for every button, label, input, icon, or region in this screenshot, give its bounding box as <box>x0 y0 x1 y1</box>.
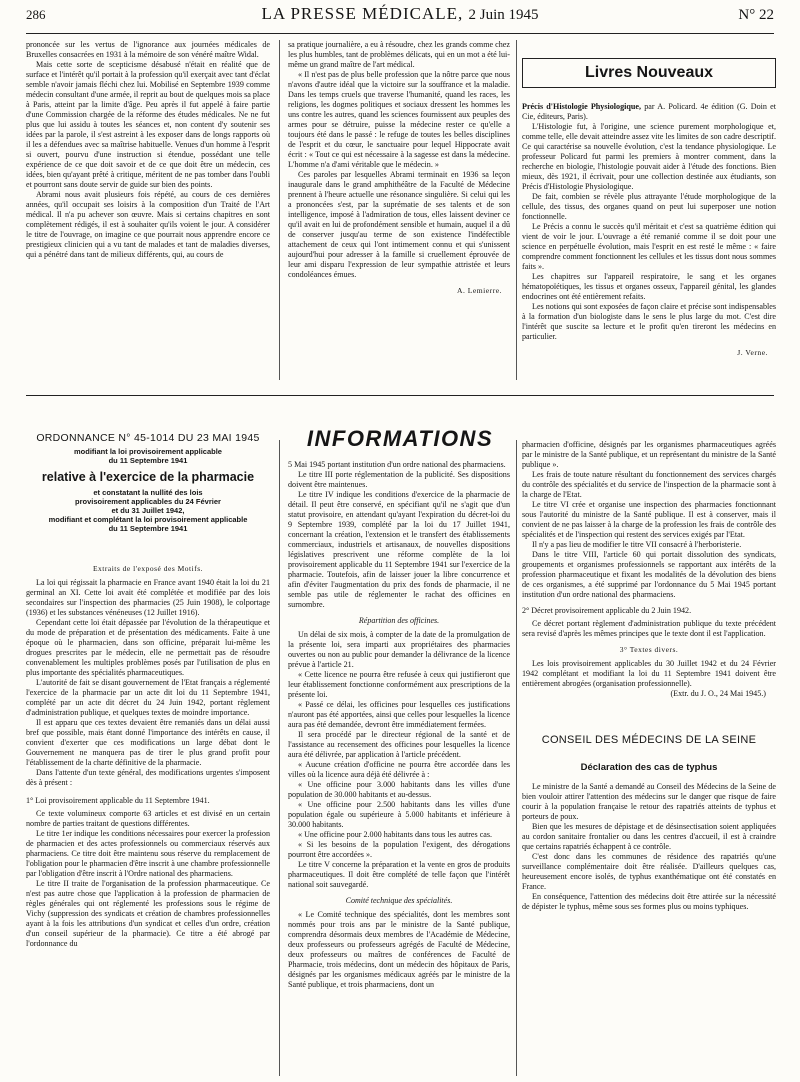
livres-heading-box <box>522 58 776 88</box>
paragraph: 5 Mai 1945 portant institution d'un ordre national des pharmaciens. <box>288 460 506 469</box>
paragraph: Le ministre de la Santé a demandé au Conseil des Médecins de la Seine de bien vouloir attirer l'attention des médecins sur le danger que risque de faire courir à la population française le retour des rapatriés atteints de typhus et porteurs de poux. <box>522 782 776 821</box>
ordonnance-title-block <box>26 432 270 533</box>
paragraph: Le titre IV indique les conditions d'exercice de la pharmacie de détail. Il peut être conservé, en spécifiant qu'il ne s'agit que d'un statut provisoire, en attendant qu'ayant l'expiration du décret-loi du 9 Septembre 1939, complété par la loi du 17 Juillet 1941, concernant la création, l'extension et le transfert des établissements commerciaux, industriels et artisanaux, de nouvelles dispositions législatives prescrivent une réforme complète de la loi provisoirement applicable du 11 Septembre 1941 sur l'exercice de la pharmacie. Toutefois, afin de laisser jouer la libre concurrence et afin d'éviter l'augmentation du prix des fonds de pharmacie, il ne semble pas utile de réglementer le rachat des officines en surnombre. <box>288 490 510 609</box>
paragraph: sa pratique journalière, a eu à résoudre, chez les grands comme chez les plus humbles, tant de problèmes délicats, qui en un mot a été lui-même un grand maître de l'art médical. <box>288 40 510 69</box>
source-reference: (Extr. du J. O., 24 Mai 1945.) <box>670 689 766 698</box>
column-divider <box>516 440 517 1076</box>
paragraph: L'autorité de fait se disant gouvernement de l'Etat français a réglementé l'exercice de la pharmacie par un acte dit loi du 11 Septembre 1941, complété par un acte dit décret du 24 Juin 1942, portant règlement d'administration publique, et quelques textes de moindre importance. <box>26 678 270 717</box>
subsection-heading: Comité technique des spécialités. <box>345 896 453 905</box>
paragraph: Le titre III porte réglementation de la publicité. Ses dispositions doivent être maintenues. <box>288 470 510 489</box>
paragraph: « Si les besoins de la population l'exigent, des dérogations pourront être accordées ». <box>288 840 510 859</box>
book-author: par A. Policard. <box>644 102 698 111</box>
ordonnance-line: provisoirement applicables du 24 Février <box>75 497 221 506</box>
column-1-top <box>26 40 270 380</box>
paragraph: Ce décret portant règlement d'administration publique du texte précédent sera revisé d'après les mêmes principes que le texte dont il est l'application. <box>522 619 776 638</box>
expose-heading: Extraits de l'exposé des Motifs. <box>92 564 204 573</box>
conseil-column <box>522 782 776 1076</box>
typhus-heading: Déclaration des cas de typhus <box>580 762 718 773</box>
paragraph: « Cette licence ne pourra être refusée à ceux qui justifieront que leur établissement fonctionne conformément aux prescriptions de la présente loi. <box>288 670 510 699</box>
column-1-bottom <box>26 560 270 1076</box>
paragraph: Ce texte volumineux comporte 63 articles et est divisé en un certain nombre de parties traitant de questions différentes. <box>26 809 270 828</box>
column-divider <box>279 40 280 380</box>
ordonnance-line: et constatant la nullité des lois <box>93 488 203 497</box>
paragraph: Les chapitres sur l'appareil respiratoire, le sang et les organes hématopoïétiques, les tissus et organes osseux, l'appareil génital, les glandes endocrines ont été entièrement refaits. <box>522 272 776 301</box>
paragraph: Mais cette sorte de scepticisme désabusé n'était en réalité que de surface et l'intérêt qu'il portait à la profession qu'il exerçait avec tant d'éclat semble n'avoir jamais fléchi chez lui. Mobilisé en Septembre 1939 comme médecin consultant d'une armée, il reprit au bout de quelques mois sa place à Paris, atteint par la limite d'âge. Peu après il fut appelé à faire partie d'une Commission chargée de la réforme des études médicales. Ne ne fut plus que lui assidu à toutes les séances et, non content d'y soutenir ses idées par la parole, il s'est astreint à les exposer dans de longs rapports où il les a défendues avec sa maîtrise habituelle. Venues d'un homme à l'esprit si ouvert, pourvu d'une instruction si étendue, possédant une telle expérience de ce que doit savoir et de ce que doit être un médecin, ces idées, bien qu'ayant prêté à critique, méritent de ne pas tomber dans l'oubli et pourront sans doute servir de guide sur bien des points. <box>26 60 270 189</box>
ordonnance-line: et du 31 Juillet 1942, <box>111 506 185 515</box>
signature: J. Verne. <box>737 348 768 357</box>
paragraph: pharmacien d'officine, désignés par les organismes pharmaceutiques agréés par le ministre de la Santé publique, et un représentant du ministre de la Santé publique ». <box>522 440 776 469</box>
paragraph: En conséquence, l'attention des médecins doit être attirée sur la nécessité de dépister le typhus, même sous ses formes plus ou moins typhiques. <box>522 892 776 911</box>
ordonnance-line: du 11 Septembre 1941 <box>108 456 188 465</box>
paragraph: Les frais de toute nature résultant du fonctionnement des services chargés du contrôle des spécialités et du service de l'inspection de la pharmacie sont à la charge de l'Etat. <box>522 470 776 499</box>
paragraph: Le titre VI crée et organise une inspection des pharmacies fonctionnant sous l'autorité du ministre de la Santé publique. Il est à conserver, mais il convient de ne pas laisser à la charge de la profession les frais de contrôle des spécialités et de l'inspection qui restent des services exigés par l'Etat. <box>522 500 776 539</box>
paragraph: Les lois provisoirement applicables du 30 Juillet 1942 et du 24 Février 1942 complétant et modifiant la loi du 11 Septembre 1941 doivent être entièrement abrogées (organisation professionnelle). <box>522 659 776 688</box>
paragraph: Abrami nous avait plusieurs fois répété, au cours de ces dernières années, qu'il occupait ses loisirs à la composition d'un Traité de l'Art médical. Il n'a pu achever son œuvre. Mais si certains chapitres en sont complètement rédigés, il est à souhaiter qu'ils voient le jour. A considérer le titre de l'ouvrage, on imagine ce que pourrait nous apprendre encore ce prestigieux clinicien qui a vu tant de malades et tant de maladies diverses, qui a pénétré dans tant de milieux différents, qui, au cours de <box>26 190 270 259</box>
paragraph: Un délai de six mois, à compter de la date de la promulgation de la présente loi, sera imparti aux propriétaires des pharmacies ouvertes ou non au public pour demander la délivrance de la licence prévue à l'article 21. <box>288 630 510 669</box>
issue-date: 2 Juin 1945 <box>468 7 539 23</box>
paragraph: Dans l'attente d'un texte général, des modifications urgentes s'imposent dès à présent : <box>26 768 270 787</box>
section-rule <box>26 395 774 396</box>
paragraph: « Le Comité technique des spécialités, dont les membres sont nommés pour trois ans par le ministre de la Santé publique, comprendra désormais deux membres de l'Académie de Médecine, deux professeurs ou professeurs agrégés de Faculté de Médecine, deux professeurs ou maîtres de conférences de Faculté de Pharmacie, trois médecins, dont un médecin des hôpitaux de Paris, désignés par les organismes médicaux agréés par le ministre de la Santé publique, et trois pharmaciens, dont un <box>288 910 510 989</box>
paragraph: Le Précis a connu le succès qu'il méritait et c'est sa quatrième édition qui vient de voir le jour. L'ouvrage a été remanié comme il se doit pour une science en perpétuelle évolution, mais l'esprit en est resté le même : « faire comprendre comment fonctionnent les cellules et les tissus dont nous sommes faits ». <box>522 222 776 271</box>
book-title: Précis d'Histologie Physiologique, <box>522 102 642 111</box>
subsection-heading: Répartition des officines. <box>358 616 440 625</box>
paragraph: C'est donc dans les communes de résidence des rapatriés qu'une surveillance complémentaire doit être réalisée. D'ailleurs quelques cas, heureusement encore isolés, de typhus exanthématique ont été constatés en France. <box>522 852 776 891</box>
paragraph: « Il n'est pas de plus belle profession que la nôtre parce que nous n'avons d'autre idéal que la victoire sur la souffrance et la maladie. Dans les temps cruels que traverse l'humanité, quand les races, les religions, les dogmes politiques et sociaux dressent les hommes les uns contre les autres, quand les sciences fournissent aux peuples des armes pour se détruire, puisse la médecine rester ce qu'elle a toujours été dans le passé : le refuge de toutes les belles disciplines de l'esprit et du cœur, le sanctuaire pour lequel Hippocrate avait écrit : « Tout ce qui est nécessaire à la sagesse est dans la médecine. L'homme n'a d'ami véritable que le médecin. » <box>288 70 510 169</box>
livres-column <box>522 102 776 384</box>
paragraph: Ces paroles par lesquelles Abrami terminait en 1936 sa leçon inaugurale dans le grand amphithéâtre de la Faculté de Médecine prennent à l'heure actuelle une résonance singulière. Si celui qui les a prononcées s'est, par la suprématie de ses talents et de son intelligence, imposé à l'admiration de tous, elles laissent deviner ce qu'il avait en lui de profondément sensible et humain, auquel il a dû de conserver jusqu'au terme de son existence l'indéfectible attachement de ceux qui l'ont intimement connu et qui s'unissent aujourd'hui pour adresser à la famille si cruellement éprouvée de leur ami disparu l'expression de leur sympathie attristée et leurs condoléances émues. <box>288 170 510 279</box>
ordonnance-subtitle <box>26 447 270 465</box>
book-edition: 4e édition (G. Doin et Cie, éditeurs, Paris). <box>522 102 776 121</box>
header-rule <box>26 33 774 34</box>
section-heading: 3° Textes divers. <box>619 645 679 654</box>
ordonnance-subtitle <box>26 488 270 533</box>
paragraph: « Passé ce délai, les officines pour lesquelles ces justifications n'auront pas été apportées, ainsi que celles pour lesquelles la licence aura pas été demandée, devront être immédiatement fermées. <box>288 700 510 729</box>
paragraph: Bien que les mesures de dépistage et de désinsectisation soient appliquées au cordon sanitaire frontalier ou dans les centres d'accueil, il est à craindre que certains rapatriés échappent à ce contrôle. <box>522 822 776 851</box>
journal-name: LA PRESSE MÉDICALE, <box>261 4 464 23</box>
paragraph: Le titre II traite de l'organisation de la profession pharmaceutique. Ce n'est pas autre chose que l'application à la profession de pharmacien de règles générales qui ont réglementé les professions sous le régime de Vichy (suppression des syndicats et création de chambres professionnelles ayant à la fois les attributions d'un syndicat et celles d'un ordre, création d'un conseil supérieur de la pharmacie). Ce titre a été abrogé par l'ordonnance du <box>26 879 270 948</box>
paragraph: prononcée sur les vertus de l'ignorance aux journées médicales de Bruxelles consacrées en 1931 à la mémoire de son vénéré maître Widal. <box>26 40 270 59</box>
ordonnance-number: ORDONNANCE N° 45-1014 DU 23 MAI 1945 <box>36 432 260 444</box>
paragraph: La loi qui régissait la pharmacie en France avant 1940 était la loi du 21 germinal an XI. Cette loi avait été complétée et modifiée par des lois secondaires sur l'inspection des pharmacies (25 Juin 1908), le colportage (1936) et les substances vénéneuses (12 Juillet 1916). <box>26 578 270 617</box>
paragraph: Il sera procédé par le directeur régional de la santé et de l'assistance au recensement des officines pour lesquelles la licence aura été délivrée, par application à l'article précédent. <box>288 730 510 759</box>
paragraph: L'Histologie fut, à l'origine, une science purement morphologique et, comme telle, elle devait atteindre assez vite les limites de son cadre descriptif. Ce qui caractérise sa nouvelle évolution, c'est la tendance physiologique. Le professeur Policard fut parmi les premiers à montrer comment, dans la recherche en biologie, l'histologie pouvait aider à l'étude des fonctions. Bien mieux, dès 1921, il écrivait, pour une collection destinée aux étudiants, son Précis d'Histologie Physiologique. <box>522 122 776 191</box>
ordonnance-line: modifiant la loi provisoirement applicable <box>74 447 222 456</box>
book-citation <box>522 102 776 122</box>
informations-heading: INFORMATIONS <box>306 426 494 451</box>
paragraph: « Une officine pour 3.000 habitants dans les villes d'une population de 30.000 habitants et au-dessus. <box>288 780 510 799</box>
livres-heading: Livres Nouveaux <box>584 64 714 81</box>
paragraph: « Aucune création d'officine ne pourra être accordée dans les villes où la licence aura déjà été délivrée à : <box>288 760 510 779</box>
column-2-bottom <box>288 460 510 1076</box>
paragraph: De fait, combien se révèle plus attrayante l'étude morphologique de la cellule, des tissus, des organes quand on peut lui superposer une notion fonctionnelle. <box>522 192 776 221</box>
ordonnance-line: modifiant et complétant la loi provisoirement applicable <box>48 515 248 524</box>
paragraph: Cependant cette loi était dépassée par l'évolution de la thérapeutique et du mode de préparation et de présentation des médicaments. Faite à une époque où le pharmacien, dans son officine, préparait lui-même les drogues prescrites par le médecin, elle ne permettait pas de résoudre convenablement les multiples problèmes posés par l'utilisation de plus en plus importante des spécialités pharmaceutiques. <box>26 618 270 677</box>
column-divider <box>279 440 280 1076</box>
column-2-top <box>288 40 510 388</box>
journal-title <box>116 4 684 24</box>
ordonnance-line: du 11 Septembre 1941 <box>108 524 188 533</box>
paragraph: Le titre 1er indique les conditions nécessaires pour exercer la profession de pharmacien et des actes professionnels ou commerciaux réservés aux pharmaciens. Ce titre doit être maintenu sous réserve du remplacement de l'obligation pour le pharmacien d'être inscrit à une chambre professionnelle par l'obligation d'être inscrit à l'Ordre national des pharmaciens. <box>26 829 270 878</box>
conseil-heading: CONSEIL DES MÉDECINS DE LA SEINE <box>541 734 757 746</box>
paragraph: Il est apparu que ces textes devaient être remaniés dans un délai aussi bref que possible, mais étant donné l'importance des intérêts en cause, il convient d'exerter que ces modifications un large débat dont le Gouvernement ne manquera pas de tirer le plus grand profit pour l'établissement de la charte définitive de la pharmacie. <box>26 718 270 767</box>
column-3-bottom <box>522 440 776 728</box>
paragraph: Il n'y a pas lieu de modifier le titre VII consacré à l'herboristerie. <box>532 540 742 549</box>
paragraph: Dans le titre VIII, l'article 60 qui portait dissolution des syndicats, groupements et organismes professionnels se rapportant aux intérêts de la profession pharmaceutique et fixant les modalités de la dévolution des biens de ces organismes, a été supprimé par l'ordonnance du 5 Mai 1945 portant institution d'un ordre national des pharmaciens. <box>522 550 776 599</box>
page-number: 286 <box>26 7 46 22</box>
paragraph: Le titre V concerne la préparation et la vente en gros de produits pharmaceutiques. Il doit être complété de telle façon que l'intérêt national soit sauvegardé. <box>288 860 510 889</box>
signature: A. Lemierre. <box>456 286 502 295</box>
column-divider <box>516 40 517 380</box>
ordonnance-main-title: relative à l'exercice de la pharmacie <box>41 470 255 484</box>
paragraph: « Une officine pour 2.000 habitants dans tous les autres cas. <box>298 830 493 839</box>
section-heading: 1° Loi provisoirement applicable du 11 Septembre 1941. <box>26 796 210 805</box>
page-header <box>26 4 774 34</box>
issue-number: N° 22 <box>738 7 774 23</box>
paragraph: « Une officine pour 2.500 habitants dans les villes d'une population égale ou supérieure à 5.000 habitants et inférieure à 30.000 habitants. <box>288 800 510 829</box>
paragraph: Les notions qui sont exposées de façon claire et précise sont indispensables à la formation d'un biologiste dans le sens le plus large du mot. C'est dire l'intérêt que suscite sa lecture et le profit qu'en tireront les médecins en particulier. <box>522 302 776 341</box>
section-heading: 2° Décret provisoirement applicable du 2 Juin 1942. <box>522 606 692 615</box>
